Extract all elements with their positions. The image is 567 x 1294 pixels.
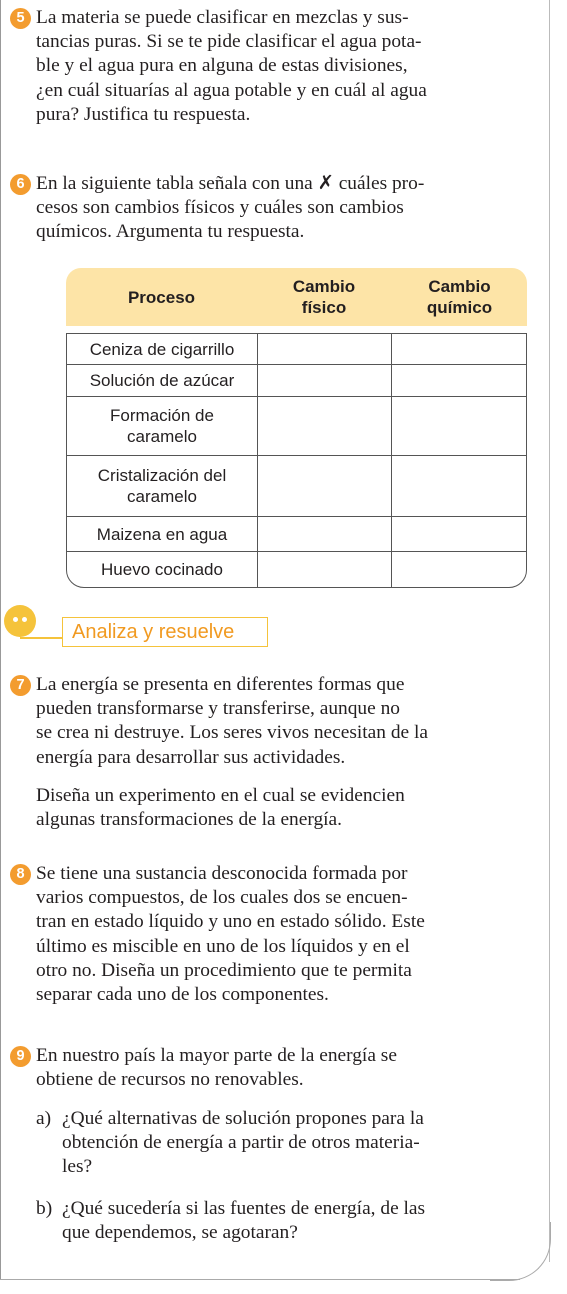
text-line: ¿Qué sucedería si las fuentes de energía, de las <box>62 1198 426 1219</box>
question-7-text <box>36 673 545 832</box>
text-line: energía para desarrollar sus actividades. <box>36 746 346 768</box>
physical-change-cell[interactable] <box>257 516 392 552</box>
section-connector <box>20 637 62 639</box>
chemical-change-cell[interactable] <box>391 364 527 397</box>
question-number-8: 8 <box>10 864 31 885</box>
text-line: Se tiene una sustancia desconocida formada por <box>36 863 408 884</box>
question-9-text <box>36 1044 545 1092</box>
question-5-text <box>36 6 545 127</box>
question-6-text <box>36 172 545 245</box>
part-label: b) <box>36 1198 53 1219</box>
question-number-7: 7 <box>10 675 31 696</box>
text-line: tancias puras. Si se te pide clasificar el agua pota- <box>36 31 422 53</box>
text-line: otro no. Diseña un procedimiento que te permita <box>36 959 412 981</box>
part-label: a) <box>36 1108 52 1129</box>
physical-change-cell[interactable] <box>257 551 392 588</box>
text-line: que dependemos, se agotaran? <box>62 1222 298 1244</box>
right-margin-rule <box>549 0 550 1262</box>
text-line: último es miscible en uno de los líquidos y en el <box>36 935 410 957</box>
chemical-change-cell[interactable] <box>391 516 527 552</box>
text-line: En la siguiente tabla señala con una ✗ cuáles pro- <box>36 173 425 194</box>
text-line: cesos son cambios físicos y cuáles son cambios <box>36 197 404 219</box>
question-8-text <box>36 862 545 1007</box>
table-row-label: Formación de caramelo <box>66 396 258 456</box>
text-line: Diseña un experimento en el cual se evidencien <box>36 784 405 806</box>
header-physical-change: Cambio físico <box>292 277 356 317</box>
table-row-label: Ceniza de cigarrillo <box>66 333 258 365</box>
table-row-label: Huevo cocinado <box>66 551 258 588</box>
question-9-part-a <box>36 1107 545 1180</box>
question-9-part-b <box>36 1197 545 1245</box>
table-row-label: Solución de azúcar <box>66 364 258 397</box>
table-header <box>66 268 527 326</box>
text-line: ble y el agua pura en alguna de estas divisiones, <box>36 55 408 77</box>
header-chemical-change: Cambio químico <box>426 277 493 317</box>
text-line: obtención de energía a partir de otros materia- <box>62 1132 420 1154</box>
question-number-9: 9 <box>10 1046 31 1067</box>
question-number-5: 5 <box>10 8 31 29</box>
text-line: se crea ni destruye. Los seres vivos necesitan de la <box>36 722 428 744</box>
header-process: Proceso <box>127 287 196 307</box>
table-row-label: Maizena en agua <box>66 516 258 552</box>
text-line: químicos. Argumenta tu respuesta. <box>36 221 305 243</box>
left-margin-rule <box>0 0 1 1279</box>
question-number-6: 6 <box>10 174 31 195</box>
text-line: varios compuestos, de los cuales dos se encuen- <box>36 887 408 909</box>
text-line: ¿en cuál situarías al agua potable y en cuál al agua <box>36 79 427 101</box>
chemical-change-cell[interactable] <box>391 333 527 365</box>
text-line: En nuestro país la mayor parte de la energía se <box>36 1045 397 1066</box>
eye <box>22 617 27 622</box>
chemical-change-cell[interactable] <box>391 551 527 588</box>
physical-change-cell[interactable] <box>257 333 392 365</box>
text-line: ¿Qué alternativas de solución propones para la <box>62 1108 424 1129</box>
text-line: pueden transformarse y transferirse, aunque no <box>36 698 400 720</box>
bottom-margin-rule <box>0 1279 520 1280</box>
text-line: La energía se presenta en diferentes formas que <box>36 674 405 695</box>
text-line: les? <box>62 1156 93 1178</box>
eye <box>13 617 18 622</box>
table-row-label: Cristalización del caramelo <box>66 455 258 517</box>
smiley-icon <box>4 605 36 637</box>
text-line: pura? Justifica tu respuesta. <box>36 103 251 125</box>
chemical-change-cell[interactable] <box>391 455 527 517</box>
physical-change-cell[interactable] <box>257 396 392 456</box>
text-line: La materia se puede clasificar en mezclas y sus- <box>36 7 409 28</box>
text-line: tran en estado líquido y uno en estado sólido. Este <box>36 911 425 933</box>
section-title: Analiza y resuelve <box>62 617 268 647</box>
physical-change-cell[interactable] <box>257 364 392 397</box>
chemical-change-cell[interactable] <box>391 396 527 456</box>
physical-change-cell[interactable] <box>257 455 392 517</box>
text-line: obtiene de recursos no renovables. <box>36 1069 304 1091</box>
text-line: separar cada uno de los componentes. <box>36 984 329 1006</box>
text-line: algunas transformaciones de la energía. <box>36 809 342 831</box>
